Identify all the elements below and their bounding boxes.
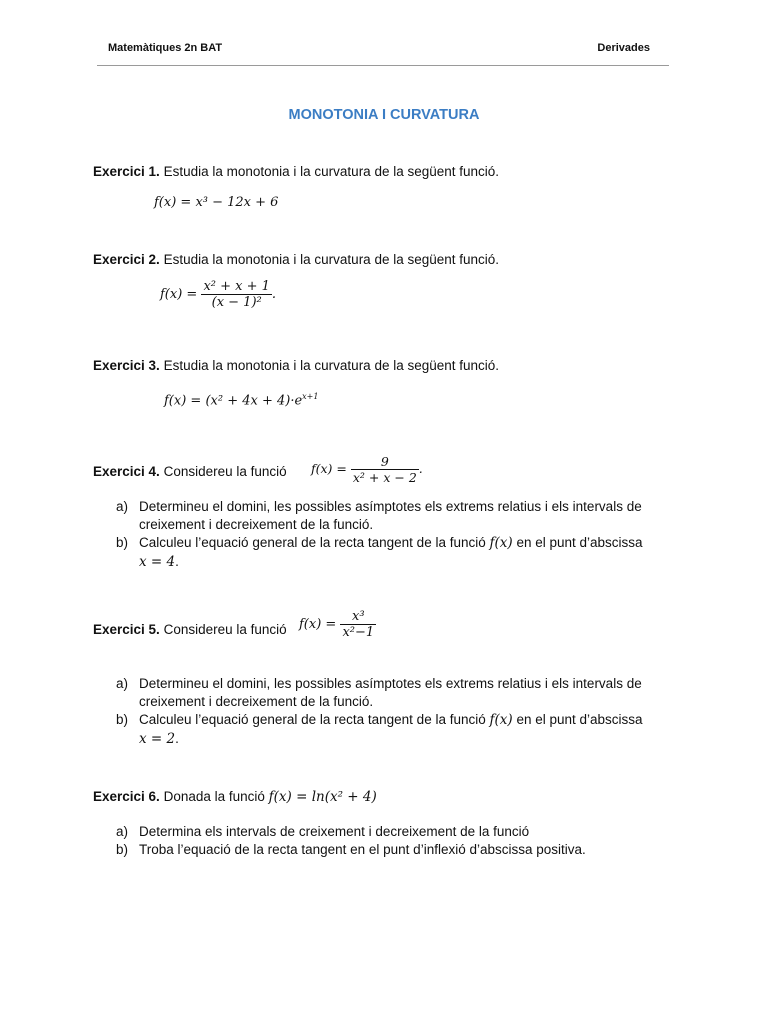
exercise-4-item-a	[116, 498, 676, 533]
exercise-5-item-a	[116, 675, 676, 710]
exercise-6-formula: f(x) = ln(x² + 4)	[268, 789, 377, 805]
exercise-5-numerator: x³	[340, 609, 376, 625]
exercise-3-label: Exercici 3.	[93, 358, 160, 373]
exercise-4-item-a-text: Determineu el domini, les possibles asímptotes els extrems relatius i els intervals de creixement i decreixement de la funció.	[139, 499, 642, 532]
header-divider	[97, 65, 669, 66]
exercise-6-text: Donada la funció	[163, 789, 265, 804]
exercise-3-text: Estudia la monotonia i la curvatura de la següent funció.	[163, 358, 500, 373]
exercise-6-item-b-label: b)	[116, 842, 129, 857]
exercise-4-item-a-label: a)	[116, 499, 129, 514]
exercise-4-item-b-label: b)	[116, 535, 129, 550]
exercise-3-formula-base: f(x) = (x² + 4x + 4)·e	[164, 393, 303, 409]
exercise-5-text: Considereu la funció	[163, 622, 287, 637]
exercise-5-formula	[299, 609, 376, 640]
exercise-5-statement	[93, 621, 287, 638]
exercise-4-denominator: x² + x − 2	[352, 470, 417, 485]
exercise-5-item-b-label: b)	[116, 712, 129, 727]
exercise-2-text: Estudia la monotonia i la curvatura de la següent funció.	[163, 252, 500, 267]
exercise-6-item-a-text: Determina els intervals de creixement i decreixement de la funció	[139, 824, 530, 839]
exercise-5-item-b	[116, 711, 676, 748]
exercise-4-item-b-text: Calculeu l’equació general de la recta tangent de la funció f(x) en el punt d’abscissa x = 4.	[139, 535, 643, 570]
exercise-1-formula: f(x) = x³ − 12x + 6	[154, 195, 279, 210]
exercise-1-label: Exercici 1.	[93, 164, 160, 179]
exercise-6-label: Exercici 6.	[93, 789, 160, 804]
exercise-5-formula-lhs: f(x) =	[299, 617, 337, 632]
exercise-6-item-a-label: a)	[116, 824, 129, 839]
page-title: MONOTONIA I CURVATURA	[288, 107, 480, 123]
header-topic: Derivades	[597, 42, 650, 54]
exercise-5-item-b-text: Calculeu l’equació general de la recta tangent de la funció f(x) en el punt d’abscissa x = 2.	[139, 712, 643, 747]
exercise-2-denominator: (x − 1)²	[211, 295, 262, 310]
exercise-6-item-b	[116, 841, 676, 859]
exercise-5-denominator: x²−1	[342, 625, 375, 640]
exercise-4-label: Exercici 4.	[93, 464, 160, 479]
exercise-2-numerator: x² + x + 1	[203, 279, 270, 294]
exercise-1-statement	[93, 163, 499, 180]
exercise-2-formula-end: .	[271, 287, 277, 302]
exercise-4-formula-end: .	[418, 461, 423, 476]
exercise-4-formula-lhs: f(x) =	[311, 461, 347, 476]
exercise-4-item-b	[116, 534, 676, 571]
exercise-6-statement	[93, 788, 377, 806]
exercise-5-label: Exercici 5.	[93, 622, 160, 637]
exercise-4-statement	[93, 463, 287, 480]
exercise-5-item-a-text: Determineu el domini, les possibles asímptotes els extrems relatius i els intervals de creixement i decreixement de la funció.	[139, 676, 642, 709]
exercise-6-item-b-text: Troba l’equació de la recta tangent en el punt d’inflexió d’abscissa positiva.	[139, 842, 586, 857]
exercise-2-fraction	[201, 279, 271, 310]
exercise-5-item-a-label: a)	[116, 676, 129, 691]
exercise-2-statement	[93, 251, 499, 268]
exercise-2-formula-lhs: f(x) =	[160, 287, 198, 302]
exercise-4-fraction	[351, 454, 419, 485]
header-subject: Matemàtiques 2n BAT	[108, 42, 223, 54]
exercise-4-numerator: 9	[351, 454, 419, 470]
exercise-5-fraction	[340, 609, 376, 640]
exercise-1-text: Estudia la monotonia i la curvatura de la següent funció.	[163, 164, 500, 179]
exercise-3-statement	[93, 357, 499, 374]
exercise-3-formula-exponent: x+1	[302, 392, 319, 401]
exercise-3-formula	[164, 392, 318, 408]
exercise-2-label: Exercici 2.	[93, 252, 160, 267]
exercise-4-formula	[311, 454, 423, 485]
exercise-4-text: Considereu la funció	[163, 464, 287, 479]
exercise-6-item-a	[116, 823, 676, 841]
exercise-2-formula	[160, 279, 276, 310]
